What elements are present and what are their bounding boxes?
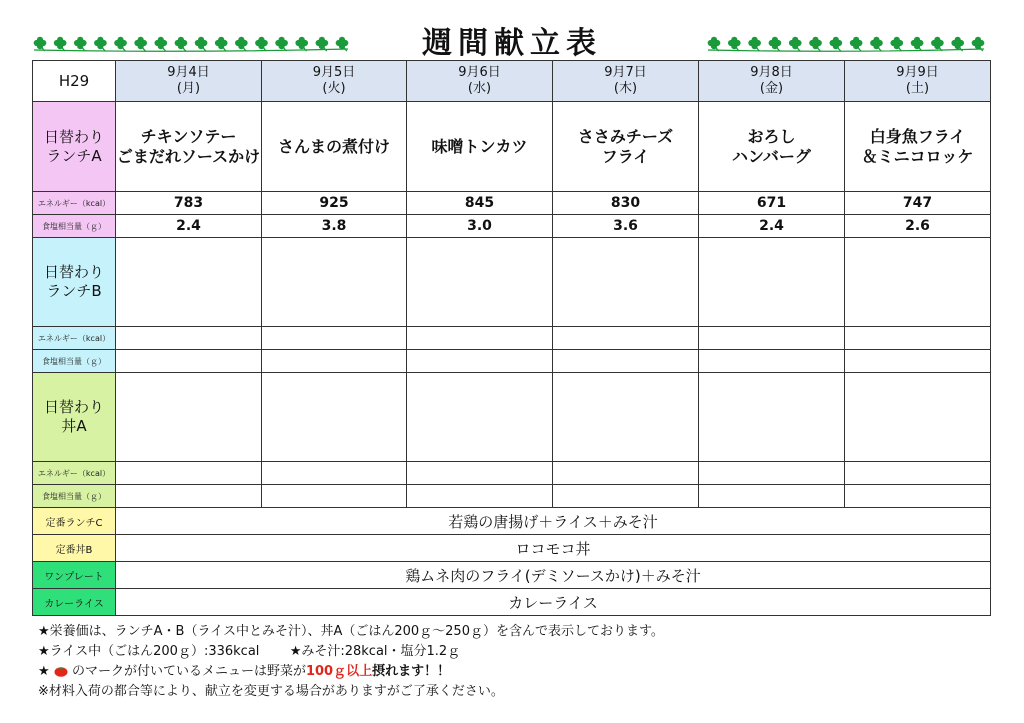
clover-icon <box>911 37 924 51</box>
lunch-a-salt-label: 食塩相当量（ｇ） <box>33 215 116 238</box>
fixed-label-curry: カレーライス <box>33 589 116 616</box>
weekly-menu-table <box>32 60 991 616</box>
clover-icon <box>850 37 863 51</box>
don-a-dish-row <box>33 373 991 462</box>
clover-icon <box>748 37 761 51</box>
lunch-a-salt-row <box>33 215 991 238</box>
lunch-b-energy-label: エネルギー（kcal） <box>33 327 116 350</box>
clover-icon <box>706 34 986 54</box>
don-a-salt-row <box>33 485 991 508</box>
lunch-a-dish-3: ささみチーズ フライ <box>553 102 699 192</box>
fixed-row-lunch-c <box>33 508 991 535</box>
lunch-a-dish-row <box>33 102 991 192</box>
lunch-a-salt-1: 3.8 <box>262 215 407 238</box>
clover-icon <box>708 37 721 51</box>
note-rice: ★ライス中（ごはん200ｇ）:336kcal <box>38 644 260 659</box>
lunch-b-energy-row <box>33 327 991 350</box>
clover-icon <box>870 37 883 51</box>
day-header-1: 9月5日 (火) <box>262 61 407 102</box>
day-header-5: 9月9日 (土) <box>845 61 991 102</box>
fixed-row-one-plate <box>33 562 991 589</box>
lunch-a-salt-0: 2.4 <box>116 215 262 238</box>
note-line-4: ※材料入荷の都合等により、献立を変更する場合がありますがご了承ください。 <box>38 684 504 699</box>
fixed-label-lunch-c: 定番ランチC <box>33 508 116 535</box>
note-vegetable-text: のマークが付いているメニューは野菜が <box>71 664 306 679</box>
don-a-salt-label: 食塩相当量（ｇ） <box>33 485 116 508</box>
lunch-b-salt-label: 食塩相当量（ｇ） <box>33 350 116 373</box>
note-line-1: ★栄養価は、ランチA・B（ライス中とみそ汁）、丼A（ごはん200ｇ～250ｇ）を含んで表示しております。 <box>38 624 664 639</box>
fixed-value-don-b: ロコモコ丼 <box>116 535 991 562</box>
lunch-b-label: 日替わり ランチB <box>33 238 116 327</box>
note-miso: ★みそ汁:28kcal・塩分1.2ｇ <box>289 644 461 659</box>
lunch-a-dish-0: チキンソテー ごまだれソースかけ <box>116 102 262 192</box>
lunch-a-dish-5: 白身魚フライ ＆ミニコロッケ <box>845 102 991 192</box>
day-header-0: 9月4日 (月) <box>116 61 262 102</box>
fixed-row-curry <box>33 589 991 616</box>
don-a-energy-row <box>33 462 991 485</box>
year-cell: H29 <box>33 61 116 102</box>
lunch-a-energy-3: 830 <box>553 192 699 215</box>
day-header-4: 9月8日 (金) <box>699 61 845 102</box>
note-line-3 <box>38 662 998 682</box>
fixed-value-lunch-c: 若鶏の唐揚げ＋ライス＋みそ汁 <box>116 508 991 535</box>
notes <box>38 622 998 702</box>
lunch-a-energy-5: 747 <box>845 192 991 215</box>
clover-icon <box>890 37 903 51</box>
fixed-value-curry: カレーライス <box>116 589 991 616</box>
day-header-3: 9月7日 (木) <box>553 61 699 102</box>
lunch-a-dish-4: おろし ハンバーグ <box>699 102 845 192</box>
lunch-a-energy-4: 671 <box>699 192 845 215</box>
lunch-a-salt-3: 3.6 <box>553 215 699 238</box>
clover-decoration-right <box>706 34 986 54</box>
lunch-a-energy-0: 783 <box>116 192 262 215</box>
fixed-row-don-b <box>33 535 991 562</box>
clover-icon <box>769 37 782 51</box>
don-a-energy-label: エネルギー（kcal） <box>33 462 116 485</box>
lunch-a-salt-4: 2.4 <box>699 215 845 238</box>
don-a-label: 日替わり 丼A <box>33 373 116 462</box>
clover-icon <box>951 37 964 51</box>
note-vegetable-tail: 摂れます！！ <box>372 664 451 679</box>
lunch-a-salt-2: 3.0 <box>407 215 553 238</box>
clover-icon <box>809 37 822 51</box>
lunch-a-salt-5: 2.6 <box>845 215 991 238</box>
clover-icon <box>931 37 944 51</box>
lunch-a-label: 日替わり ランチA <box>33 102 116 192</box>
clover-icon <box>728 37 741 51</box>
lunch-a-dish-2: 味噌トンカツ <box>407 102 553 192</box>
tomato-icon <box>54 665 68 677</box>
fixed-label-one-plate: ワンプレート <box>33 562 116 589</box>
fixed-label-don-b: 定番丼B <box>33 535 116 562</box>
day-header-2: 9月6日 (水) <box>407 61 553 102</box>
lunch-a-energy-row <box>33 192 991 215</box>
clover-icon <box>789 37 802 51</box>
lunch-a-energy-1: 925 <box>262 192 407 215</box>
note-line-2 <box>38 642 998 662</box>
note-vegetable-amount: 100ｇ以上 <box>305 664 373 679</box>
fixed-value-one-plate: 鶏ムネ肉のフライ(デミソースかけ)＋みそ汁 <box>116 562 991 589</box>
page-title: 週間献立表 <box>422 26 602 61</box>
lunch-a-energy-2: 845 <box>407 192 553 215</box>
clover-icon <box>830 37 843 51</box>
lunch-a-energy-label: エネルギー（kcal） <box>33 192 116 215</box>
lunch-b-salt-row <box>33 350 991 373</box>
lunch-a-dish-1: さんまの煮付け <box>262 102 407 192</box>
note-star: ★ <box>38 664 50 679</box>
header-row <box>33 61 991 102</box>
lunch-b-dish-row <box>33 238 991 327</box>
